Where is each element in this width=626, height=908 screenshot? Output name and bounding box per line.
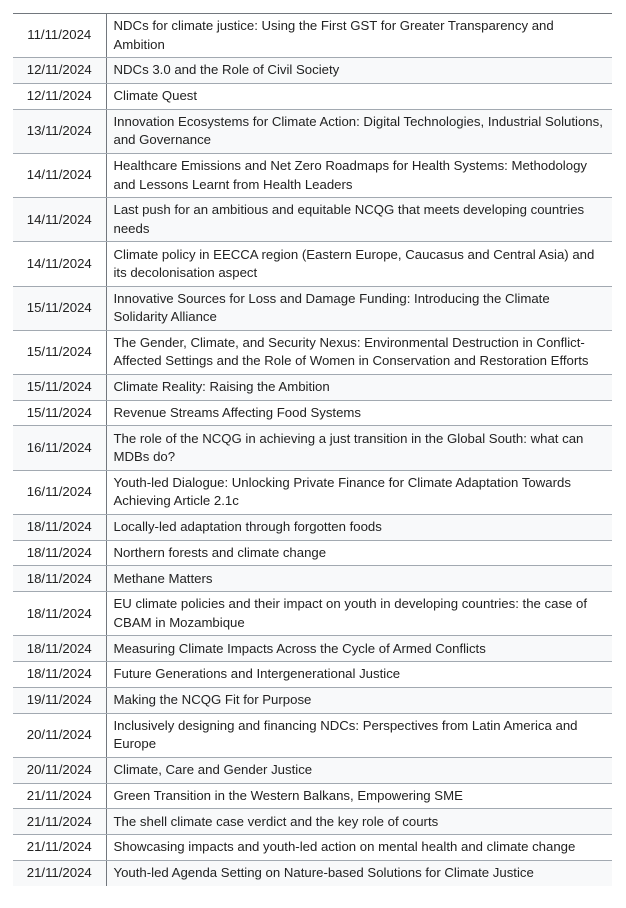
- table-row: [13, 783, 612, 809]
- table-row: [13, 109, 612, 153]
- event-title: Innovative Sources for Loss and Damage Funding: Introducing the Climate Solidarity Alliance: [106, 286, 612, 330]
- event-date: 11/11/2024: [13, 14, 106, 58]
- event-title: Measuring Climate Impacts Across the Cycle of Armed Conflicts: [106, 636, 612, 662]
- event-title: EU climate policies and their impact on youth in developing countries: the case of CBAM in Mozambique: [106, 592, 612, 636]
- event-date: 19/11/2024: [13, 687, 106, 713]
- event-title: Inclusively designing and financing NDCs: Perspectives from Latin America and Europe: [106, 713, 612, 757]
- event-title: Youth-led Agenda Setting on Nature-based Solutions for Climate Justice: [113, 865, 534, 881]
- table-row: [13, 636, 612, 662]
- event-title: Youth-led Dialogue: Unlocking Private Finance for Climate Adaptation Towards Achieving Article 2.1c: [106, 470, 612, 514]
- event-date: 15/11/2024: [13, 330, 106, 374]
- event-title: Locally-led adaptation through forgotten foods: [106, 514, 612, 540]
- event-date: 12/11/2024: [13, 83, 106, 109]
- event-title: Last push for an ambitious and equitable NCQG that meets developing countries needs: [106, 198, 612, 242]
- event-date: 15/11/2024: [13, 286, 106, 330]
- table-row: [13, 330, 612, 374]
- table-row: [13, 14, 612, 58]
- table-row: [13, 58, 612, 84]
- event-title: Climate Quest: [106, 83, 612, 109]
- event-date: 20/11/2024: [13, 713, 106, 757]
- event-date: 21/11/2024: [13, 835, 106, 861]
- event-date: 16/11/2024: [13, 426, 106, 470]
- table-row: [13, 540, 612, 566]
- event-date: 15/11/2024: [13, 400, 106, 426]
- event-title: Innovation Ecosystems for Climate Action: Digital Technologies, Industrial Solutions, and Governance: [106, 109, 612, 153]
- table-row: [13, 400, 612, 426]
- event-date: 18/11/2024: [13, 566, 106, 592]
- table-row: [13, 835, 612, 861]
- event-title: Green Transition in the Western Balkans, Empowering SME: [106, 783, 612, 809]
- table-row: [13, 809, 612, 835]
- table-row: [13, 286, 612, 330]
- table-row: [13, 713, 612, 757]
- table-row: [13, 153, 612, 197]
- event-date: 21/11/2024: [13, 783, 106, 809]
- event-date: 18/11/2024: [13, 636, 106, 662]
- event-date: 18/11/2024: [13, 592, 106, 636]
- event-date: 13/11/2024: [13, 109, 106, 153]
- table-row: [13, 470, 612, 514]
- event-date: 14/11/2024: [13, 242, 106, 286]
- event-title: The shell climate case verdict and the key role of courts: [106, 809, 612, 835]
- event-title: NDCs for climate justice: Using the First GST for Greater Transparency and Ambition: [106, 14, 612, 58]
- events-table: [13, 13, 612, 886]
- event-date: 14/11/2024: [13, 198, 106, 242]
- table-row: [13, 662, 612, 688]
- event-date: 12/11/2024: [13, 58, 106, 84]
- event-title: The role of the NCQG in achieving a just transition in the Global South: what can MDBs do?: [106, 426, 612, 470]
- event-title: Methane Matters: [106, 566, 612, 592]
- table-row: [13, 242, 612, 286]
- table-row: [13, 566, 612, 592]
- table-row: [13, 198, 612, 242]
- event-date: 21/11/2024: [13, 809, 106, 835]
- event-date: 18/11/2024: [13, 662, 106, 688]
- event-date: 15/11/2024: [13, 374, 106, 400]
- table-row: [13, 426, 612, 470]
- event-title: Northern forests and climate change: [106, 540, 612, 566]
- event-title: Showcasing impacts and youth-led action on mental health and climate change: [106, 835, 612, 861]
- table-row: [13, 83, 612, 109]
- event-title: Climate policy in EECCA region (Eastern Europe, Caucasus and Central Asia) and its decolonisation aspect: [106, 242, 612, 286]
- event-title: Making the NCQG Fit for Purpose: [106, 687, 612, 713]
- event-date: 18/11/2024: [13, 540, 106, 566]
- event-date: 16/11/2024: [13, 470, 106, 514]
- table-row: [13, 374, 612, 400]
- event-date: 20/11/2024: [13, 757, 106, 783]
- table-row: [13, 592, 612, 636]
- event-title: Climate, Care and Gender Justice: [106, 757, 612, 783]
- event-date: 14/11/2024: [13, 153, 106, 197]
- event-date: 21/11/2024: [13, 861, 106, 886]
- table-row: [13, 757, 612, 783]
- events-table-body: [13, 14, 612, 886]
- event-date: 18/11/2024: [13, 514, 106, 540]
- event-title: Future Generations and Intergenerational Justice: [106, 662, 612, 688]
- event-title: NDCs 3.0 and the Role of Civil Society: [106, 58, 612, 84]
- event-title: Climate Reality: Raising the Ambition: [106, 374, 612, 400]
- table-row: [13, 514, 612, 540]
- table-row: [13, 861, 612, 886]
- event-title: Healthcare Emissions and Net Zero Roadmaps for Health Systems: Methodology and Lessons Learnt from Health Leaders: [106, 153, 612, 197]
- event-title: Revenue Streams Affecting Food Systems: [106, 400, 612, 426]
- event-title: The Gender, Climate, and Security Nexus: Environmental Destruction in Conflict-Affected Settings and the Role of Women in Conservation and Restoration Efforts: [106, 330, 612, 374]
- table-row: [13, 687, 612, 713]
